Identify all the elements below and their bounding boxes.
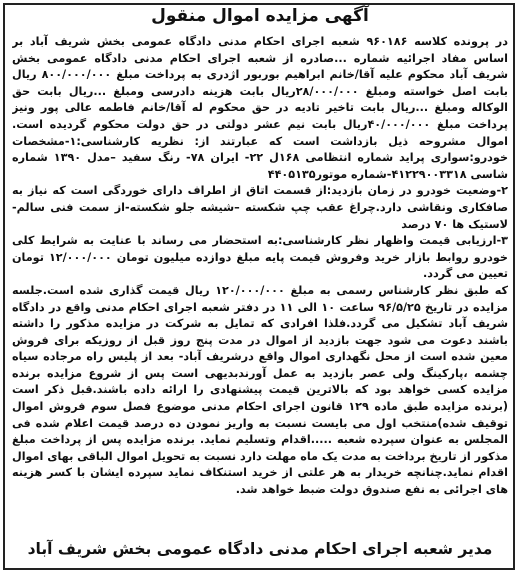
notice-body <box>12 34 508 532</box>
paragraph-valuation: ۳-ارزیابی قیمت واظهار نظر کارشناسی:به استحضار می رساند با عنایت به شرایط کلی خودرو روابط بازار خرید وفروش قیمت پایه مبلغ دوازده میلیون تومان ۱۲/۰۰۰/۰۰۰ تومان تعیین می گردد. <box>12 234 508 281</box>
paragraph-intro: در پرونده کلاسه ۹۶۰۱۸۶ شعبه اجرای احکام مدنی دادگاه عمومی بخش شریف آباد بر اساس مفاد اجرائیه شماره ...صادره از شعبه اجرای احکام مدنی دادگاه عمومی بخش شریف آباد محکوم علیه آقا/خانم ابراهیم بوربور اژدری به پرداخت مبلغ ۸۰۰/۰۰۰/۰۰۰ ریال بابت اصل خواسته ومبلغ ۲۸/۰۰۰/۰۰۰ریال بابت هزینه دادرسی ومبلغ ...ریال بابت حق الوکاله ومبلغ ...ریال بابت تاخیر تادیه در حق محکوم له آقا/خانم فاطمه عالی پور ونیز پرداخت مبلغ ۴۰/۰۰۰/۰۰۰ریال بابت نیم عشر دولتی در حق دولت محکوم گردیده است. اموال مشروحه ذیل بازداشت است که عبارتند از: نظریه کارشناسی:۱-مشخصات خودرو:سواری پراید شماره انتظامی ۱۶۸ل ۲۲- ایران ۷۸- رنگ سفید –مدل ۱۳۹۰ شماره شاسی ۴۱۲۲۹۰۰۳۳۱۸-شماره موتور۴۴۰۵۱۳۵ <box>12 35 508 181</box>
notice-signature: مدیر شعبه اجرای احکام مدنی دادگاه عمومی بخش شریف آباد <box>27 540 493 558</box>
paragraph-auction-terms: که طبق نظر کارشناس رسمی به مبلغ ۱۲۰/۰۰۰/۰۰۰ ریال قیمت گذاری شده است.جلسه مزایده در تاریخ ۹۶/۵/۲۵ ساعت ۱۰ الی ۱۱ در دفتر شعبه اجرای احکام مدنی واقع در دادگاه شریف آباد تشکیل می گردد.فلذا افرادی که تمایل به شرکت در مزایده مذکور را داشته باشند دعوت می شود جهت بازدید از اموال در مدت پنج روز قبل از روزیکه برای فروش معین شده است از محل نگهداری اموال واقع درشریف آباد- بعد از پلیس راه مرجاده سیاه چشمه ،پارکینگ ولی عصر بازدید به عمل آورندبدیهی است پس از شروع مزایده برنده مزایده کسی خواهد بود که بالاترین قیمت پیشنهادی را ارائه داده باشند.قبل ذکر است (برنده مزایده طبق ماده ۱۲۹ قانون اجرای احکام مدنی موضوع فصل سوم فروش اموال توقیف شده)منتخب اول می بایست نسبت به واریز نمودن ده درصد قیمت اعلام شده فی المجلس به عنوان سپرده شعبه .....اقدام وتسلیم نماید. برنده مزایده پس از پرداخت مبلغ مذکور از تاریخ برداخت به مدت یک ماه مهلت دارد نسبت به تحویل اموال الباقی بهای اموال اقدام نماید.چنانچه خریدار به هر علتی از خرید استنکاف نماید سپرده ایشان با کسر هزینه های اجرائی به نفع صندوق دولت ضبط خواهد شد. <box>12 283 508 497</box>
notice-title: آگهی مزایده اموال منقول <box>151 6 369 26</box>
paragraph-vehicle-condition: ۲-وضعیت خودرو در زمان بازدید:از قسمت اتاق از اطراف دارای خوردگی است که نیاز به صافکاری ونقاشی دارد.چراغ عقب چپ شکسته –شیشه جلو شکسته-از سمت فنی سالم-لاستیک ها ۷۰ درصد <box>12 184 508 231</box>
